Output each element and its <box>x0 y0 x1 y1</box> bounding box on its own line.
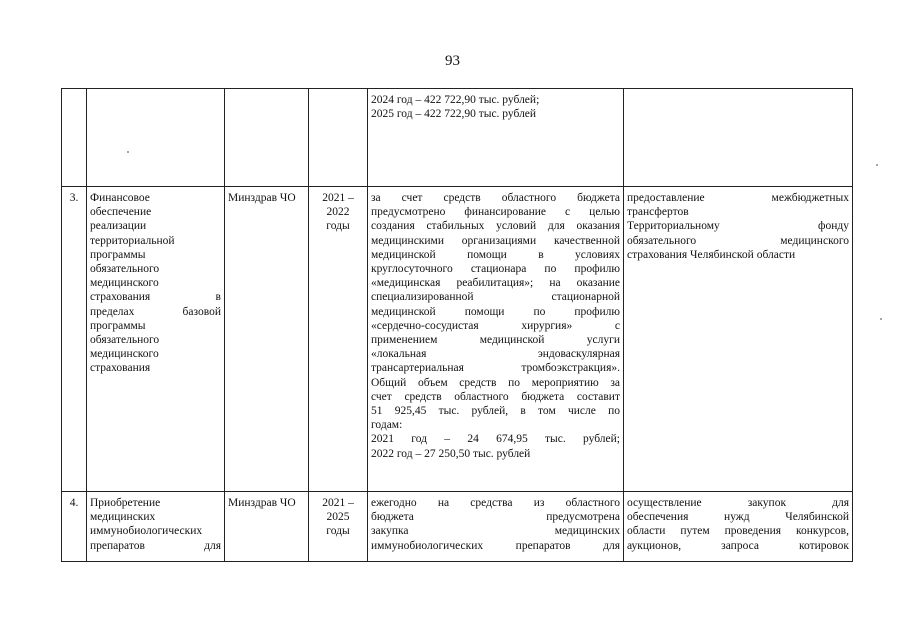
text-line: области путем проведения конкурсов, <box>627 525 849 538</box>
expected-result-cell <box>624 89 853 187</box>
executor: Минздрав ЧО <box>228 192 296 204</box>
text-line: годам: <box>371 419 403 432</box>
period <box>312 496 364 539</box>
text-line: обеспечения нужд Челябинской <box>627 511 849 524</box>
expected-result-cell <box>624 492 853 562</box>
text-line: аукционов, запроса котировок <box>627 539 849 552</box>
text-line: медицинских <box>90 511 156 524</box>
text-line: 2025 год – 422 722,90 тыс. рублей <box>371 108 537 121</box>
text-line: ежегодно на средства из областного <box>371 497 620 509</box>
text-line: медицинского <box>90 277 159 290</box>
funding-description-cell <box>368 187 624 492</box>
page-number: 93 <box>445 53 460 69</box>
text-line: 51 925,45 тыс. рублей, в том числе по <box>371 405 620 418</box>
period-cell <box>309 89 368 187</box>
scan-speck <box>876 164 878 166</box>
text-line: 2024 год – 422 722,90 тыс. рублей; <box>371 94 540 106</box>
period-cell <box>309 492 368 562</box>
text-line: 2021 – <box>322 497 354 509</box>
text-line: 2025 <box>326 511 350 524</box>
text-line: предусмотрено финансирование с целью <box>371 206 620 219</box>
text-line: «локальная эндоваскулярная <box>371 348 620 361</box>
table-row <box>62 89 853 187</box>
executor-cell <box>225 187 309 492</box>
text-line: годы <box>326 525 350 538</box>
measure-name <box>90 496 221 553</box>
text-line: медицинской помощи в условиях <box>371 248 620 261</box>
text-line: бюджета предусмотрена <box>371 511 620 524</box>
period-cell <box>309 187 368 492</box>
measures-table <box>61 88 853 562</box>
text-line: применением медицинской услуги <box>371 334 620 347</box>
text-line: обязательного <box>90 263 160 276</box>
text-line: специализированной стационарной <box>371 291 620 304</box>
row-number: 3. <box>69 192 79 204</box>
text-line: Территориальному фонду <box>627 220 849 233</box>
text-line: иммунобиологических препаратов для <box>371 539 620 552</box>
text-line: программы <box>90 319 146 332</box>
expected-result-cell <box>624 187 853 492</box>
row-number-cell <box>62 89 87 187</box>
text-line: обеспечение <box>90 206 152 219</box>
text-line: трансартериальная тромбоэкстракция». <box>371 362 620 375</box>
text-line: Приобретение <box>90 497 161 509</box>
measure-name <box>90 191 221 376</box>
row-number-cell <box>62 187 87 492</box>
text-line: страхования <box>90 362 151 375</box>
text-line: круглосуточного стационара по профилю <box>371 263 620 276</box>
funding-description <box>371 496 620 553</box>
text-line: страхования Челябинской области <box>627 248 796 261</box>
text-line: 2021 – <box>322 192 354 204</box>
executor: Минздрав ЧО <box>228 497 296 509</box>
text-line: счет средств областного бюджета составит <box>371 390 620 403</box>
table-row <box>62 187 853 492</box>
text-line: страхования в <box>90 291 221 304</box>
text-line: Финансовое <box>90 192 150 204</box>
text-line: 2022 <box>326 206 350 219</box>
text-line: медицинской помощи по профилю <box>371 305 620 318</box>
text-line: иммунобиологических <box>90 525 203 538</box>
text-line: 2021 год – 24 674,95 тыс. рублей; <box>371 433 620 446</box>
funding-description <box>371 191 620 461</box>
funding-description-cell <box>368 89 624 187</box>
text-line: годы <box>326 220 350 233</box>
funding-description-cell <box>368 492 624 562</box>
text-line: реализации <box>90 220 147 233</box>
text-line: «медицинская реабилитация»; на оказание <box>371 277 620 290</box>
funding-description <box>371 93 620 121</box>
row-number-cell <box>62 492 87 562</box>
text-line: 2022 год – 27 250,50 тыс. рублей <box>371 447 531 460</box>
text-line: «сердечно-сосудистая хирургия» с <box>371 319 620 332</box>
text-line: пределах базовой <box>90 305 221 318</box>
text-line: территориальной <box>90 234 175 247</box>
period <box>312 191 364 234</box>
text-line: медицинскими организациями качественной <box>371 234 620 247</box>
scan-speck <box>127 151 129 153</box>
expected-result <box>627 496 849 553</box>
text-line: создания стабильных условий для оказания <box>371 220 620 233</box>
text-line: за счет средств областного бюджета <box>371 192 620 204</box>
text-line: обязательного <box>90 334 160 347</box>
measure-name-cell <box>87 492 225 562</box>
text-line: предоставление межбюджетных <box>627 192 849 204</box>
executor-cell <box>225 492 309 562</box>
text-line: Общий объем средств по мероприятию за <box>371 376 620 389</box>
executor-cell <box>225 89 309 187</box>
text-line: программы <box>90 248 146 261</box>
measure-name-cell <box>87 89 225 187</box>
text-line: обязательного медицинского <box>627 234 849 247</box>
measure-name-cell <box>87 187 225 492</box>
table-row <box>62 492 853 562</box>
expected-result <box>627 191 849 262</box>
text-line: осуществление закупок для <box>627 497 849 509</box>
row-number: 4. <box>69 497 79 509</box>
text-line: медицинского <box>90 348 159 361</box>
text-line: препаратов для <box>90 539 221 552</box>
scan-speck <box>880 318 882 320</box>
text-line: трансфертов <box>627 206 689 219</box>
text-line: закупка медицинских <box>371 525 620 538</box>
